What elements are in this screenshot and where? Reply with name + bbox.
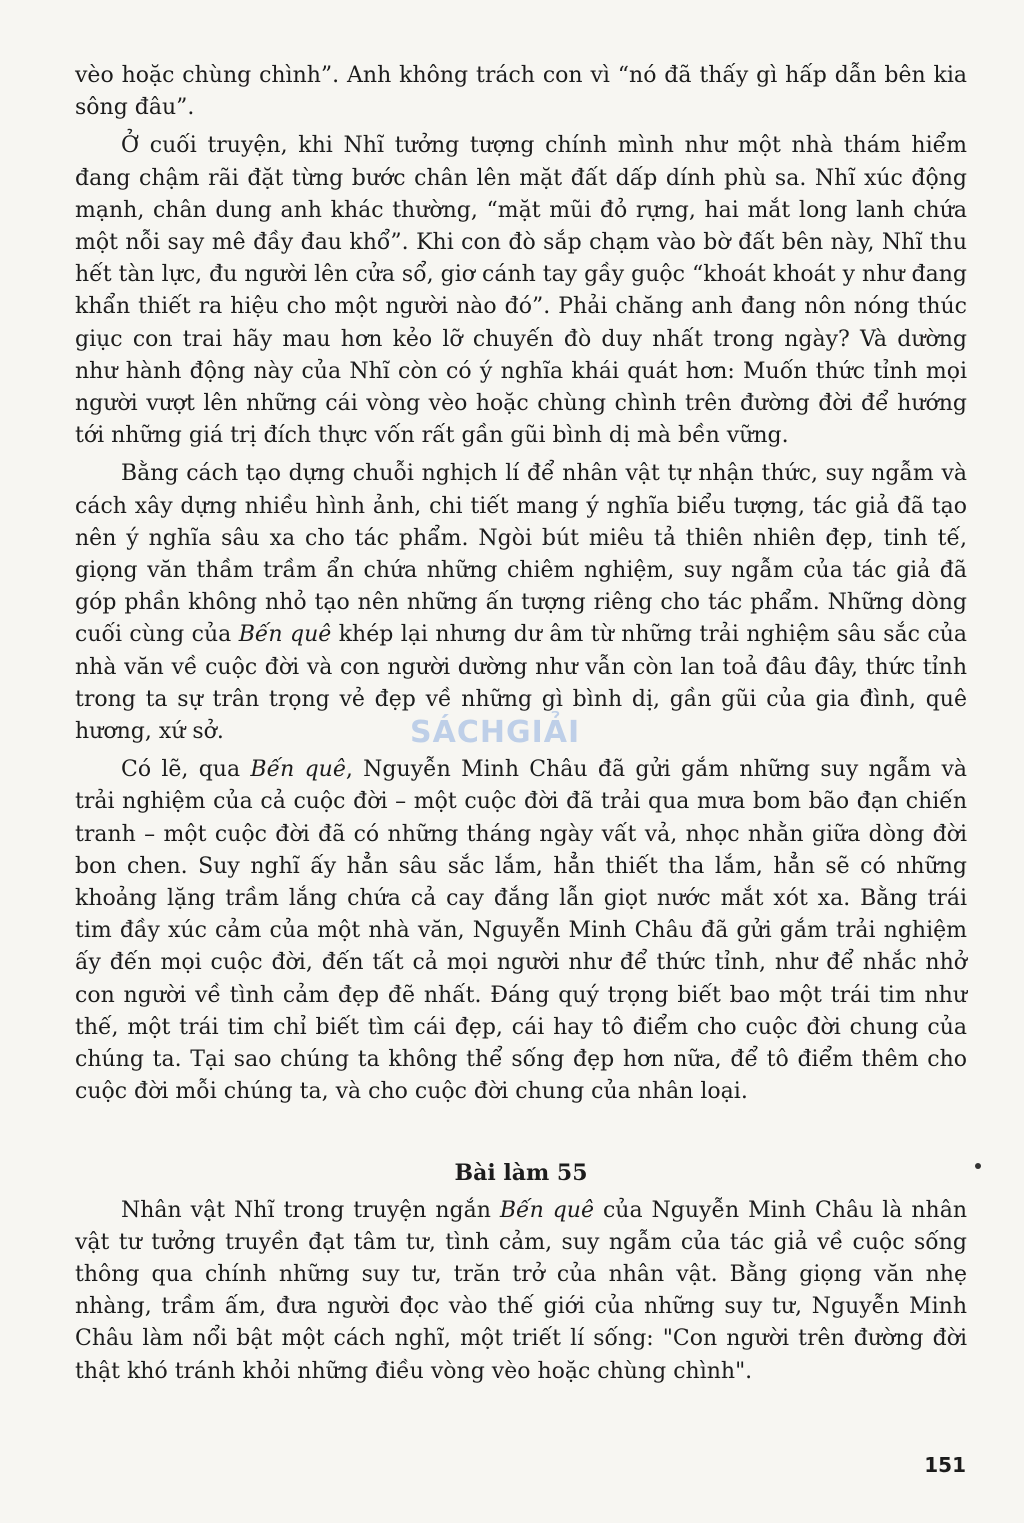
text-run: của Nguyễn Minh Châu là nhân vật tư tưởng truyền đạt tâm tư, tình cảm, suy ngẫm của tác giả về cuộc sống thông qua chính những suy tư, trăn trở của nhân vật. Bằng giọng văn nhẹ nhàng, trầm ấm, đưa người đọc vào thế giới của những suy tư, Nguyễn Minh Châu làm nổi bật một cách nghĩ, một triết lí sống: "Con người trên đường đời thật khó tránh khỏi những điều vòng vèo hoặc chùng chình". [75, 1197, 967, 1384]
work-title: Bến quê [238, 622, 332, 648]
continuation-paragraph: vèo hoặc chùng chình”. Anh không trách con vì “nó đã thấy gì hấp dẫn bên kia sông đâu”. [75, 63, 967, 121]
work-title: Bến quê [250, 757, 346, 783]
text-run: Bằng cách tạo dựng chuỗi nghịch lí để nhân vật tự nhận thức, suy ngẫm và cách xây dựng nhiều hình ảnh, chi tiết mang ý nghĩa biểu tượng, tác giả đã tạo nên ý nghĩa sâu xa cho tác phẩm. Ngòi bút miêu tả thiên nhiên đẹp, tinh tế, giọng văn thầm trầm ẩn chứa những chiêm nghiệm, suy ngẫm của tác giả đã góp phần không nhỏ tạo nên những ấn tượng riêng cho tác phẩm. Những dòng cuối cùng của [75, 461, 967, 648]
ink-dot [975, 1163, 981, 1169]
watermark-logo: SÁCHGIẢI [410, 715, 581, 750]
text-run: Có lẽ, qua [121, 757, 251, 783]
paragraph-essay-55-intro [75, 1195, 967, 1388]
section-heading: Bài làm 55 [454, 1159, 588, 1186]
work-title: Bến quê [499, 1197, 594, 1223]
text-run: , Nguyễn Minh Châu đã gửi gắm những suy ngẫm và trải nghiệm của cả cuộc đời – một cuộc đời đã trải qua mưa bom bão đạn chiến tranh – một cuộc đời đã có những tháng ngày vất vả, nhọc nhằn giữa dòng đời bon chen. Suy nghĩ ấy hẳn sâu sắc lắm, hẳn thiết tha lắm, hẳn sẽ có những khoảng lặng trầm lắng chứa cả cay đắng lẫn giọt nước mắt xót xa. Bằng trái tim đầy xúc cảm của một nhà văn, Nguyễn Minh Châu đã gửi gắm trải nghiệm ấy đến mọi cuộc đời, đến tất cả mọi người như để thức tỉnh, như để nhắc nhở con người về tình cảm đẹp đẽ nhất. Đáng quý trọng biết bao một trái tim như thế, một trái tim chỉ biết tìm cái đẹp, cái hay tô điểm cho cuộc đời chung của chúng ta. Tại sao chúng ta không thể sống đẹp hơn nữa, để tô điểm thêm cho cuộc đời mỗi chúng ta, và cho cuộc đời chung của nhân loại. [75, 757, 967, 1105]
paragraph-conclusion [75, 754, 967, 1108]
page-number: 151 [924, 1453, 966, 1477]
paragraph-artistic-value [75, 458, 967, 748]
text-run: Nhân vật Nhĩ trong truyện ngắn [121, 1197, 500, 1223]
text-run: khép lại nhưng dư âm từ những trải nghiệm sâu sắc của nhà văn về cuộc đời và con người dường như vẫn còn lan toả đâu đây, thức tỉnh trong ta sự trân trọng vẻ đẹp về những gì bình dị, gần gũi của gia đình, quê hương, xứ sở. [75, 622, 967, 745]
paragraph-ending-analysis: Ở cuối truyện, khi Nhĩ tưởng tượng chính mình như một nhà thám hiểm đang chậm rãi đặt từng bước chân lên mặt đất dấp dính phù sa. Nhĩ xúc động mạnh, chân dung anh khác thường, “mặt mũi đỏ rựng, hai mắt long lanh chứa một nỗi say mê đầy đau khổ”. Khi con đò sắp chạm vào bờ đất bên này, Nhĩ thu hết tàn lực, đu người lên cửa sổ, giơ cánh tay gầy guộc “khoát khoát y như đang khẩn thiết ra hiệu cho một người nào đó”. Phải chăng anh đang nôn nóng thúc giục con trai hãy mau hơn kẻo lỡ chuyến đò duy nhất trong ngày? Và dường như hành động này của Nhĩ còn có ý nghĩa khái quát hơn: Muốn thức tỉnh mọi người vượt lên những cái vòng vèo hoặc chùng chình trên đường đời để hướng tới những giá trị đích thực vốn rất gần gũi bình dị mà bền vững. [75, 133, 967, 449]
